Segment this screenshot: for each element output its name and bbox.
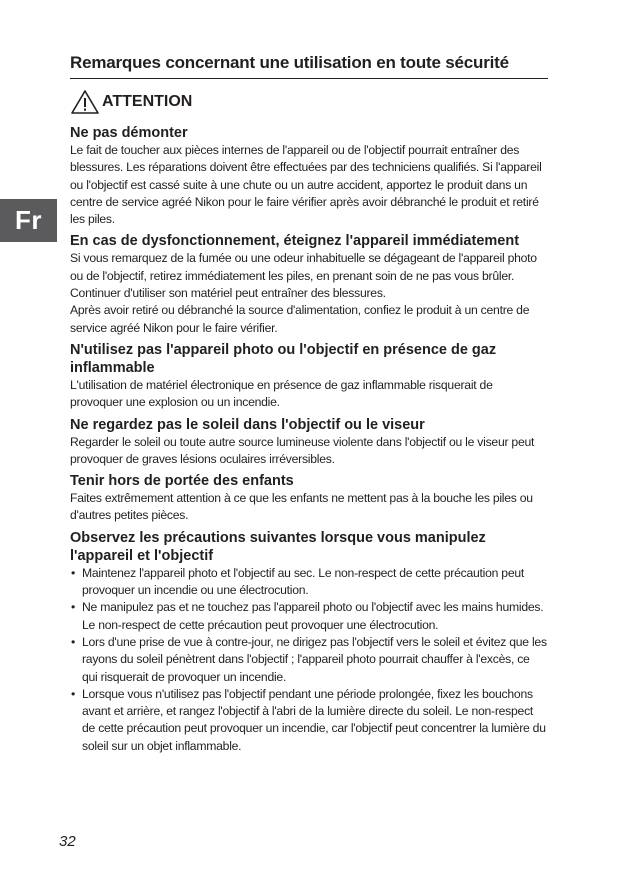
- section-paragraph: Après avoir retiré ou débranché la source d'alimentation, confiez le produit à un centre de service agréé Nikon pour le faire vérifier.: [70, 303, 530, 335]
- page-number: 32: [59, 833, 76, 850]
- attention-label: ATTENTION: [102, 93, 193, 110]
- precautions-list: [70, 565, 548, 755]
- list-item-text: Lors d'une prise de vue à contre-jour, ne dirigez pas l'objectif vers le soleil et évitez que les rayons du soleil pénètrent dans l'objectif ; l'appareil photo pourrait chauffer à l'excès, ce qui risquerait de provoquer un incendie.: [82, 634, 547, 684]
- section-paragraph: Regarder le soleil ou toute autre source lumineuse violente dans l'objectif ou le viseur peut provoquer de graves lésions oculaires irréversibles.: [70, 434, 535, 466]
- list-item: [70, 686, 548, 755]
- section-sun: [70, 416, 548, 469]
- section-no-disassembly: [70, 124, 548, 228]
- list-item-text: Maintenez l'appareil photo et l'objectif au sec. Le non-respect de cette précaution peut provoquer un incendie ou une électrocution.: [82, 565, 525, 598]
- list-item-text: Ne manipulez pas et ne touchez pas l'appareil photo ou l'objectif avec les mains humides. Le non-respect de cette précaution peut provoquer une électrocution.: [82, 600, 544, 632]
- bullet-icon: •: [71, 634, 76, 649]
- section-paragraph: L'utilisation de matériel électronique en présence de gaz inflammable risquerait de provoquer une explosion ou un incendie.: [70, 377, 493, 410]
- list-item: [70, 565, 548, 600]
- list-item: [70, 599, 548, 634]
- list-item: [70, 634, 548, 686]
- section-paragraph: Faites extrêmement attention à ce que les enfants ne mettent pas à la bouche les piles ou d'autres petites pièces.: [70, 491, 533, 523]
- list-item-text: Lorsque vous n'utilisez pas l'objectif pendant une période prolongée, fixez les bouchons avant et arrière, et rangez l'objectif à l'abri de la lumière directe du soleil. Le non-respect de cette précaution peut provoquer un incendie, car l'objectif peut concentrer la lumière du soleil sur un objet inflammable.: [82, 686, 546, 753]
- section-title: N'utilisez pas l'appareil photo ou l'objectif en présence de gaz inflammable: [70, 341, 497, 376]
- section-malfunction: [70, 232, 548, 336]
- section-children: [70, 472, 548, 525]
- attention-heading: [70, 89, 548, 115]
- section-title: Tenir hors de portée des enfants: [70, 473, 294, 490]
- section-precautions: [70, 529, 548, 755]
- page-title: Remarques concernant une utilisation en toute sécurité: [70, 53, 548, 79]
- section-paragraph: Le fait de toucher aux pièces internes de l'appareil ou de l'objectif pourrait entraîner des blessures. Les réparations doivent être effectuées par des techniciens qualifiés. Si l'appareil ou l'objectif est cassé suite à une chute ou un autre accident, apportez le produit dans un centre de service agréé Nikon pour le faire vérifier après avoir débranché le produit et retiré les piles.: [70, 143, 542, 227]
- section-flammable-gas: [70, 341, 548, 412]
- section-title: Observez les précautions suivantes lorsque vous manipulez l'appareil et l'objectif: [70, 529, 486, 564]
- warning-triangle-icon: [70, 89, 100, 115]
- bullet-icon: •: [71, 686, 76, 701]
- section-title: Ne regardez pas le soleil dans l'objectif ou le viseur: [70, 416, 425, 433]
- language-tab: Fr: [0, 199, 57, 242]
- bullet-icon: •: [71, 565, 76, 580]
- section-paragraph: Si vous remarquez de la fumée ou une odeur inhabituelle se dégageant de l'appareil photo ou de l'objectif, retirez immédiatement les piles, en prenant soin de ne pas vous brûler. Continuer d'utiliser son matériel peut entraîner des blessures.: [70, 251, 537, 301]
- bullet-icon: •: [71, 600, 76, 615]
- section-title: Ne pas démonter: [70, 125, 188, 141]
- section-title: En cas de dysfonctionnement, éteignez l'appareil immédiatement: [70, 233, 520, 250]
- page-content: [70, 53, 548, 759]
